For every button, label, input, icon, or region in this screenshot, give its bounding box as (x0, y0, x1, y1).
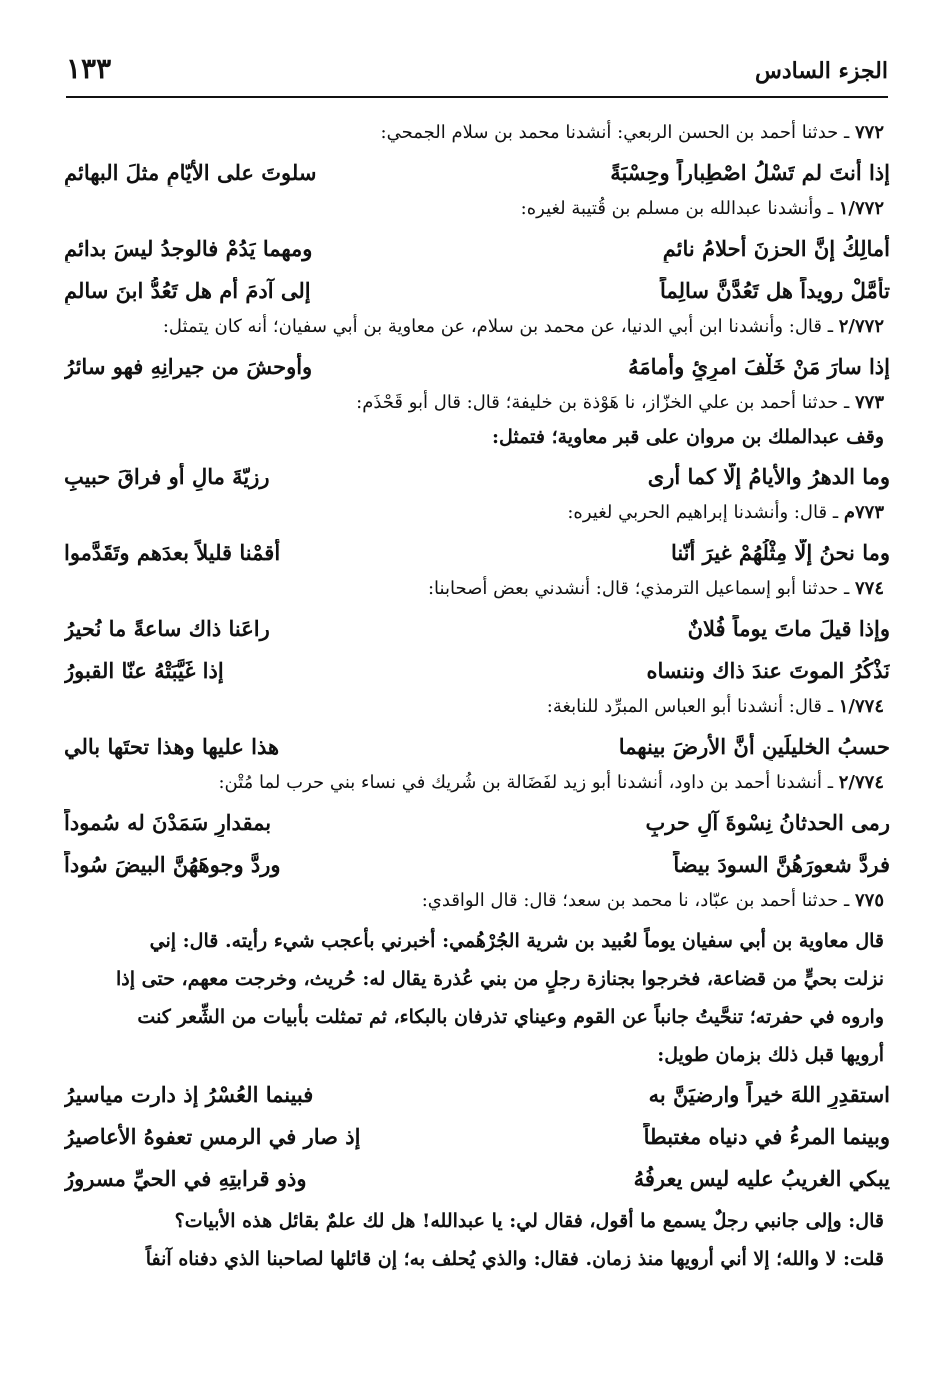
page-body (64, 118, 890, 1278)
narration-774-1 (64, 692, 890, 726)
verse-line (64, 608, 890, 650)
narration-text: ـ حدثنا أحمد بن الحسن الربعي: أنشدنا محمد بن سلام الجمحي: (380, 122, 855, 143)
narration-774-2 (64, 768, 890, 802)
second-hemistich: إذا غَيَّبَتْهُ عنّا القبورُ (64, 658, 224, 683)
entry-number: ٢/٧٧٢ (838, 316, 884, 337)
second-hemistich: إلى آدمَ أم هل تَعُدُّ ابنَ سالمِ (64, 278, 311, 303)
verse-line (64, 270, 890, 312)
narration-text: ـ قال: وأنشدنا إبراهيم الحربي لغيره: (567, 502, 844, 523)
first-hemistich: وما نحنُ إلّا مِثْلُهُمْ غيرَ أنّنا (670, 540, 890, 565)
second-hemistich: هذا عليها وهذا تحتَها بالي (64, 734, 280, 759)
paragraph-line: قال معاوية بن أبي سفيان يوماً لعُبيد بن شرية الجُرْهُمي: أخبرني بأعجب شيء رأيته. قال: إني (149, 930, 884, 952)
first-hemistich: حسبُ الخليلَينِ أنَّ الأرضَ بينهما (618, 734, 890, 759)
first-hemistich: إذا سارَ مَنْ خَلْفَ امرِئٍ وأمامَهُ (628, 354, 890, 379)
entry-number: ١/٧٧٤ (838, 696, 884, 717)
first-hemistich: فردَّ شعورَهُنَّ السودَ بيضاً (673, 852, 890, 877)
story-paragraph (64, 922, 890, 1074)
paragraph-line: واروه في حفرته؛ تنحَّيتُ جانباً عن القوم وعيناي تذرفان بالبكاء، ثم تمثلت بأبيات من الشِّعر كنت (137, 1006, 884, 1028)
second-hemistich: بمقدارٍ سَمَدْنَ له سُموداً (64, 810, 272, 835)
first-hemistich: وبينما المرءُ في دنياه مغتبطاً (643, 1124, 890, 1149)
narration-772 (64, 118, 890, 152)
second-hemistich: رزيّةَ مالٍ أو فراقَ حبيبِ (64, 464, 270, 489)
entry-number: ٧٧٥ (854, 890, 884, 911)
first-hemistich: نَذْكُرُ الموتَ عندَ ذاك وننساه (646, 658, 890, 683)
verse-line (64, 346, 890, 388)
entry-number: ٢/٧٧٤ (838, 772, 884, 793)
narration-772-1 (64, 194, 890, 228)
first-hemistich: وإذا قيلَ ماتَ يوماً فُلانٌ (687, 616, 890, 641)
verse-line (64, 1158, 890, 1200)
second-hemistich: فبينما العُسْرُ إذ دارت مياسيرُ (64, 1082, 314, 1107)
second-hemistich: راعَنا ذاك ساعةً ما نُحيرُ (64, 616, 270, 641)
second-hemistich: وردَّ وجوهَهُنَّ البيضَ سُوداً (64, 852, 281, 877)
verse-line (64, 844, 890, 886)
narration-text: ـ حدثنا أحمد بن علي الخزّاز، نا هَوْذة بن خليفة؛ قال: قال أبو قَحْذَم: (356, 392, 855, 413)
second-hemistich: إذ صار في الرمسِ تعفوهُ الأعاصيرُ (64, 1124, 361, 1149)
first-hemistich: رمى الحدثانُ نِسْوةَ آلِ حربٍ (645, 810, 890, 835)
entry-number: ٧٧٣م (843, 502, 884, 523)
page-header (66, 52, 888, 98)
narration-772-2 (64, 312, 890, 346)
first-hemistich: وما الدهرُ والأيامُ إلّا كما أرى (647, 464, 890, 489)
narration-text: ـ حدثنا أحمد بن عبّاد، نا محمد بن سعد؛ قال: قال الواقدي: (421, 890, 855, 911)
verse-line (64, 456, 890, 498)
verse-line (64, 802, 890, 844)
narration-775 (64, 886, 890, 920)
narration-text: ـ وأنشدنا عبدالله بن مسلم بن قُتيبة لغيره: (520, 198, 839, 219)
narration-774 (64, 574, 890, 608)
verse-line (64, 726, 890, 768)
first-hemistich: إذا أنتَ لم تَسْلُ اصْطِباراً وحِسْبَةً (610, 160, 890, 185)
second-hemistich: أقمْنا قليلاً بعدَهم وتَقَدَّموا (64, 540, 281, 565)
paragraph-line: قلت: لا والله؛ إلا أني أرويها منذ زمان. فقال: والذي يُحلف به؛ إن قائلها لصاحبنا الذي دفناه آنفاً (145, 1248, 884, 1270)
first-hemistich: تأمَّلْ رويداً هل تَعُدَّنَّ سالِماً (660, 278, 890, 303)
entry-number: ٧٧٣ (854, 392, 884, 413)
first-hemistich: استقدِرِ اللهَ خيراً وارضيَنَّ به (648, 1082, 890, 1107)
second-hemistich: ومهما يَدُمْ فالوجدُ ليسَ بدائمِ (64, 236, 313, 261)
verse-line (64, 532, 890, 574)
second-hemistich: وذو قرابتِهِ في الحيِّ مسرورُ (64, 1166, 307, 1191)
verse-line (64, 1116, 890, 1158)
paragraph-line: أرويها قبل ذلك بزمان طويل: (657, 1044, 884, 1066)
entry-number: ٧٧٤ (854, 578, 884, 599)
entry-number: ١/٧٧٢ (838, 198, 884, 219)
second-hemistich: سلوتَ على الأيّامِ مثلَ البهائمِ (64, 160, 317, 185)
narration-text: ـ حدثنا أبو إسماعيل الترمذي؛ قال: أنشدني بعض أصحابنا: (427, 578, 855, 599)
entry-number: ٧٧٢ (854, 122, 884, 143)
narration-text: ـ قال: أنشدنا أبو العباس المبرِّد للنابغة: (546, 696, 839, 717)
running-title: الجزء السادس (755, 58, 888, 84)
paragraph-line: قال: وإلى جانبي رجلٌ يسمع ما أقول، فقال لي: يا عبدالله! هل لك علمٌ بقائل هذه الأبيات؟ (174, 1210, 884, 1232)
narration-text: ـ أنشدنا أحمد بن داود، أنشدنا أبو زيد لفَضَالة بن شُريك في نساء بني حرب لما مُتْن: (218, 772, 839, 793)
verse-line (64, 228, 890, 270)
first-hemistich: أمالِكُ إنَّ الحزنَ أحلامُ نائمٍ (662, 236, 890, 261)
narration-773m (64, 498, 890, 532)
second-hemistich: وأوحشَ من جيرانِهِ فهو سائرُ (64, 354, 313, 379)
narration-text: ـ قال: وأنشدنا ابن أبي الدنيا، عن محمد بن سلام، عن معاوية بن أبي سفيان؛ أنه كان يتمثل: (162, 316, 839, 337)
verse-line (64, 1074, 890, 1116)
narration-773 (64, 388, 890, 422)
page-number: ١٣٣ (66, 52, 112, 85)
narration-text-bold: وقف عبدالملك بن مروان على قبر معاوية؛ فتمثل: (492, 426, 884, 448)
story-paragraph-continued (64, 1202, 890, 1278)
verse-line (64, 650, 890, 692)
verse-line (64, 152, 890, 194)
first-hemistich: يبكي الغريبُ عليه ليس يعرفُهُ (633, 1166, 890, 1191)
paragraph-line: نزلت بحيٍّ من قضاعة، فخرجوا بجنازة رجلٍ من بني عُذرة يقال له: حُريث، وخرجت معهم، حتى إذا (115, 968, 884, 990)
